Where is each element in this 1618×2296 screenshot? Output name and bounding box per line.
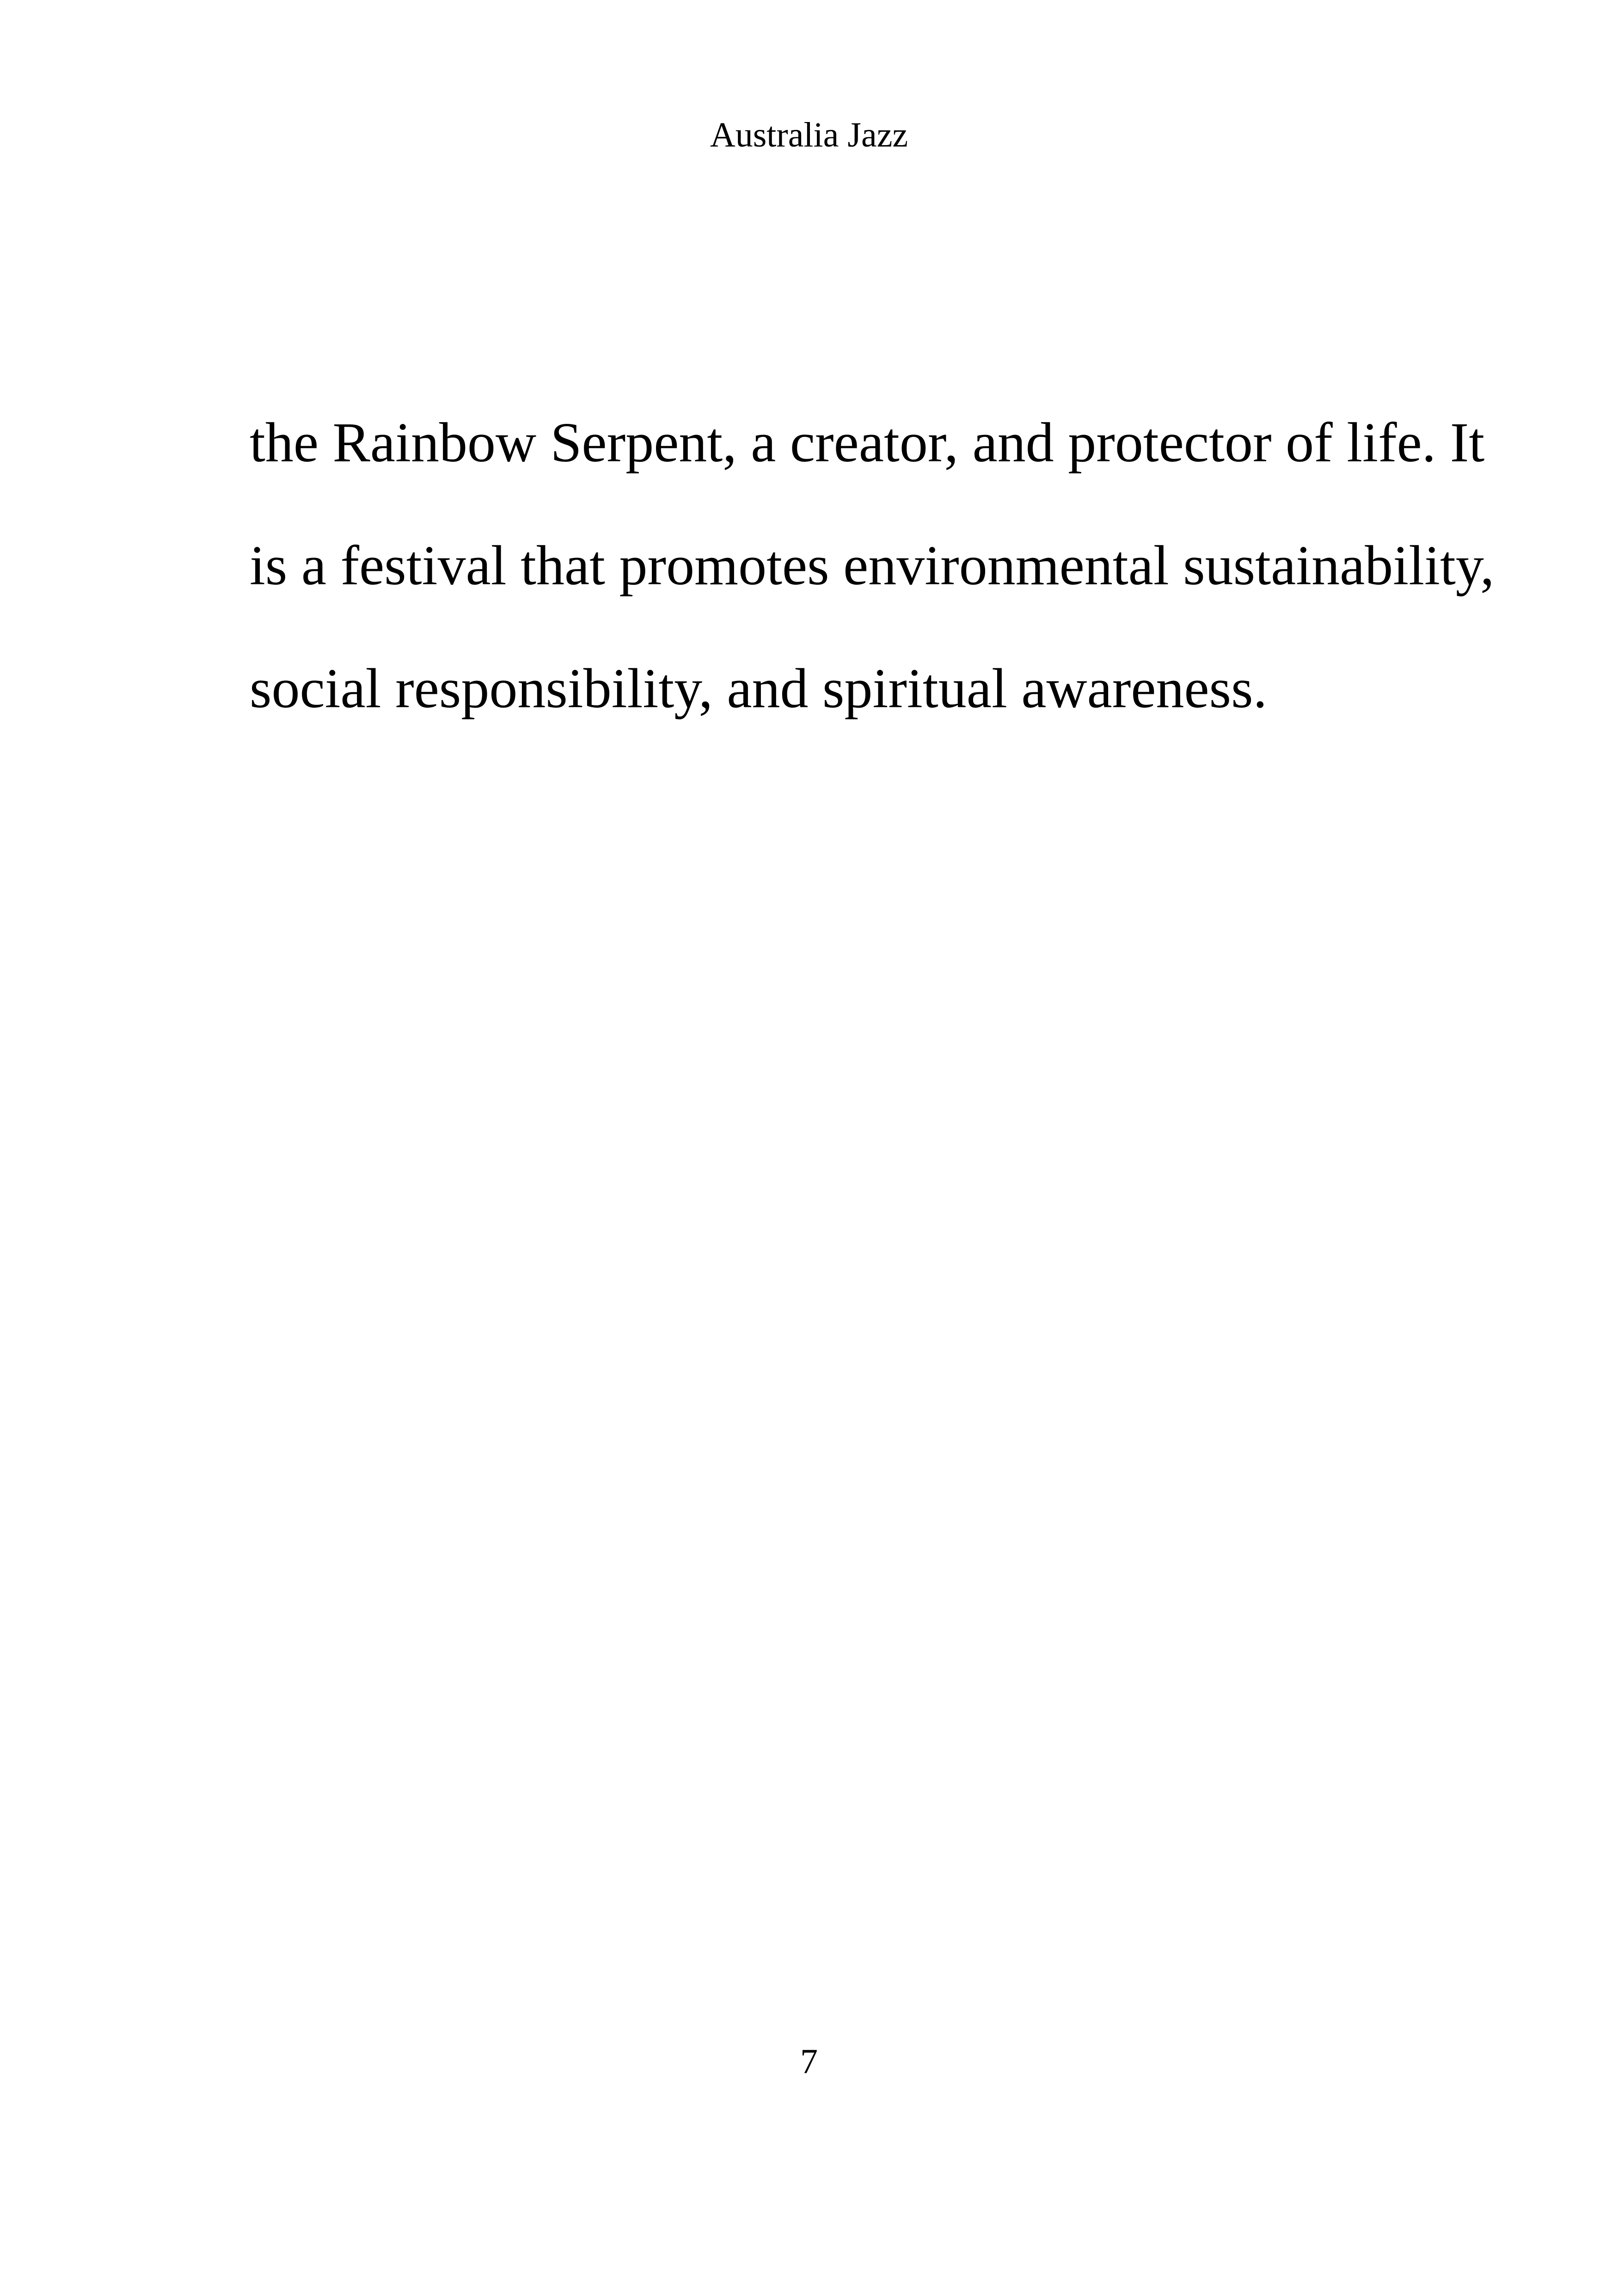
body-line: social responsibility, and spiritual awareness. [250, 657, 1268, 720]
body-paragraph [250, 381, 1495, 750]
body-line: is a festival that promotes environmental sustainability, [250, 534, 1495, 597]
body-line: the Rainbow Serpent, a creator, and protector of life. It [250, 411, 1485, 474]
running-header: Australia Jazz [710, 116, 908, 154]
page-number: 7 [800, 2042, 818, 2081]
